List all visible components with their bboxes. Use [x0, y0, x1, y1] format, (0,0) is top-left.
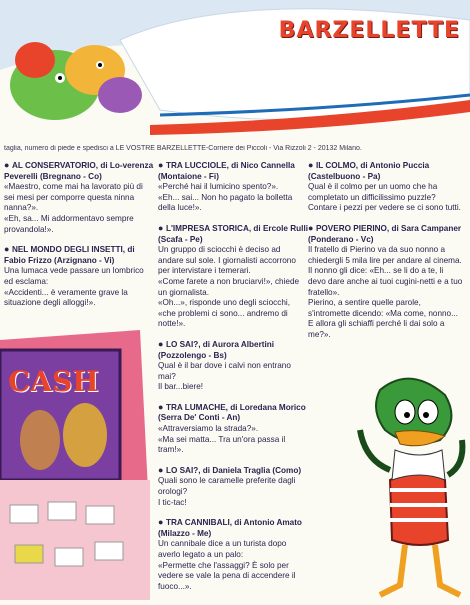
column-2 — [158, 160, 308, 601]
joke-body: Il fratello di Pierino va da suo nonno a chiedergli 5 mila lire per andare al cinema. Il nonno gli dice: «Eh... se li do a te, li devo dare anche ai tuoi cugini-netti e a tuo fratello». Pierino, a sentire quelle parole, s'intromette dicendo: «Ma come, nonno... E allora gli schiaffi perché li dai solo a me?». — [308, 245, 463, 339]
joke-lo-sai-caramelle: ● LO SAI?, di Daniela Traglia (Como) Quali sono le caramelle preferite dagli orologi? I tic-tac! — [158, 465, 308, 508]
joke-tra-lucciole: ● TRA LUCCIOLE, di Nico Cannella (Montaione - Fi) «Perché hai il lumicino spento?». «Eh... sai... Non ho pagato la bolletta della luce!». — [158, 160, 308, 214]
joke-title: TRA LUMACHE, di Loredana Morico (Serra De' Conti - An) — [158, 402, 306, 423]
joke-al-conservatorio: ● AL CONSERVATORIO, di Lo-verenza Peverelli (Bregnano - Co) «Maestro, come mai ha lavorato più di sei mesi per comporre questa ninna nanna?». «Eh, sa... Mi addormentavo sempre provandola!». — [4, 160, 154, 234]
joke-body: «Perché hai il lumicino spento?». «Eh... sai... Non ho pagato la bolletta della luce!». — [158, 182, 293, 213]
joke-body: «Attraversiamo la strada?». «Ma sei matta... Tra un'ora passa il tram!». — [158, 424, 286, 455]
joke-title: NEL MONDO DEGLI INSETTI, di Fabio Frizzo (Arzignano - Vi) — [4, 245, 135, 265]
joke-title: IL COLMO, di Antonio Puccia (Castelbuono - Pa) — [308, 161, 430, 181]
game-title: CASH — [8, 365, 99, 398]
joke-title: L'IMPRESA STORICA, di Ercole Rulli (Scafa - Pe) — [158, 223, 308, 244]
joke-title: LO SAI?, di Aurora Albertini (Pozzolengo - Bs) — [158, 339, 275, 360]
joke-body: «Maestro, come mai ha lavorato più di sei mesi per comporre questa ninna nanna?». «Eh, sa... Mi addormentavo sempre provandola!». — [4, 182, 143, 234]
duck-art — [350, 370, 470, 600]
joke-body: Un cannibale dice a un turista dopo averlo legato a un palo: «Permette che l'assaggi? È solo per vedere se vale la pena di accendere il fuoco...». — [158, 539, 296, 591]
joke-body: Una lumaca vede passare un lombrico ed esclama: «Accidenti... è veramente grave la situazione degli alloggi!». — [4, 266, 144, 308]
header-illustration — [0, 0, 470, 150]
joke-tra-lumache: ● TRA LUMACHE, di Loredana Morico (Serra De' Conti - An) «Attraversiamo la strada?». «Ma sei matta... Tra un'ora passa il tram!». — [158, 402, 308, 456]
joke-povero-pierino: ● POVERO PIERINO, di Sara Campaner (Ponderano - Vc) Il fratello di Pierino va da suo nonno a chiedergli 5 mila lire per andare al cinema. Il nonno gli dice: «Eh... se li do a te, li devo dare anche ai tuoi cugini-netti e a tuo fratello». Pierino, a sentire quelle parole, s'intromette dicendo: «Ma come, nonno... E allora gli schiaffi perché li dai solo a me?». — [308, 222, 463, 339]
page-title: BARZELLETTE — [278, 18, 460, 43]
duck-cartoon-illustration — [350, 370, 470, 600]
joke-body: Qual è il colmo per un uomo che ha completato un difficilissimo puzzle? Contare i pezzi per vedere se ci sono tutti. — [308, 182, 461, 213]
joke-impresa-storica: ● L'IMPRESA STORICA, di Ercole Rulli (Scafa - Pe) Un gruppo di sciocchi è deciso ad andare sul sole. I giornalisti accorrono per intervistare i temerari. «Come farete a non bruciarvi!», chiede un giornalista. «Oh...», risponde uno degli sciocchi, «che problemi ci sono... andremo di notte!». — [158, 222, 308, 329]
joke-tra-cannibali: ● TRA CANNIBALI, di Antonio Amato (Milazzo - Me) Un cannibale dice a un turista dopo averlo legato a un palo: «Permette che l'assaggi? È solo per vedere se vale la pena di accendere il fuoco...». — [158, 517, 308, 592]
joke-title: AL CONSERVATORIO, di Lo-verenza Peverelli (Bregnano - Co) — [4, 161, 154, 181]
joke-il-colmo: ● IL COLMO, di Antonio Puccia (Castelbuono - Pa) Qual è il colmo per un uomo che ha completato un difficilissimo puzzle? Contare i pezzi per vedere se ci sono tutti. — [308, 160, 463, 214]
column-3 — [308, 160, 463, 350]
joke-body: Un gruppo di sciocchi è deciso ad andare sul sole. I giornalisti accorrono per intervistare i temerari. «Come farete a non bruciarvi!», chiede un giornalista. «Oh...», risponde uno degli sciocchi, «che problemi ci sono... andremo di notte!». — [158, 245, 300, 329]
cash-game-illustration — [0, 330, 150, 600]
joke-title: POVERO PIERINO, di Sara Campaner (Ponderano - Vc) — [308, 223, 462, 244]
joke-nel-mondo-degli-insetti: ● NEL MONDO DEGLI INSETTI, di Fabio Frizzo (Arzignano - Vi) Una lumaca vede passare un lombrico ed esclama: «Accidenti... è veramente grave la situazione degli alloggi!». — [4, 244, 154, 309]
joke-body: Quali sono le caramelle preferite dagli orologi? I tic-tac! — [158, 476, 296, 507]
joke-title: TRA CANNIBALI, di Antonio Amato (Milazzo - Me) — [158, 518, 302, 538]
joke-body: Qual è il bar dove i calvi non entrano mai? Il bar...biere! — [158, 361, 291, 392]
joke-title: LO SAI?, di Daniela Traglia (Como) — [165, 465, 302, 475]
joke-title: TRA LUCCIOLE, di Nico Cannella (Montaione - Fi) — [158, 161, 295, 181]
column-1 — [4, 160, 154, 318]
submission-credit: taglia, numero di piede e spedisci a LE VOSTRE BARZELLETTE-Corriere dei Piccoli - Via Rizzoli 2 - 20132 Milano. — [4, 145, 362, 152]
joke-lo-sai-bar: ● LO SAI?, di Aurora Albertini (Pozzolengo - Bs) Qual è il bar dove i calvi non entrano mai? Il bar...biere! — [158, 339, 308, 393]
